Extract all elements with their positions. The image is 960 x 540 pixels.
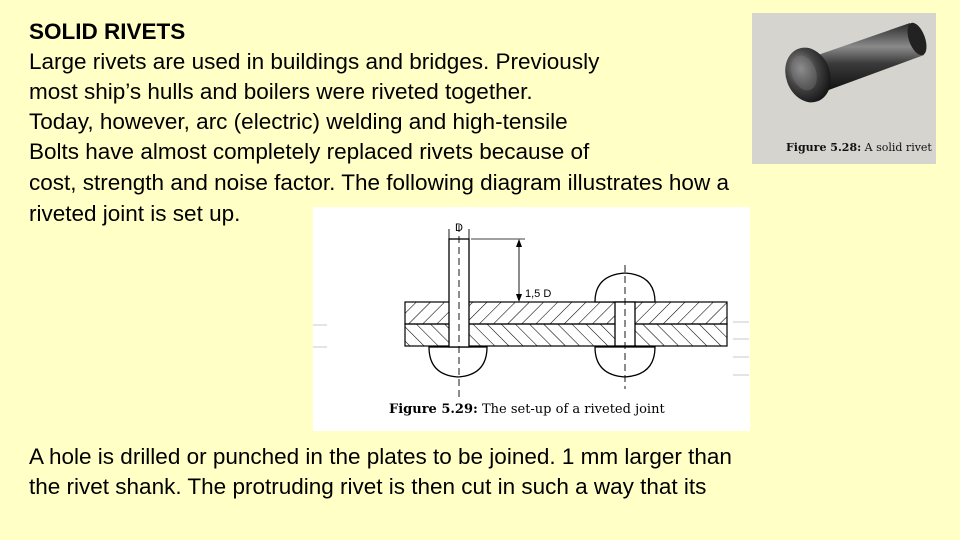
body-line-2: most ship’s hulls and boilers were riveted together. [29,79,533,104]
body-line-4: Bolts have almost completely replaced rivets because of [29,139,590,164]
body2-line-1: A hole is drilled or punched in the plates to be joined. 1 mm larger than [29,444,732,469]
body-line-5: cost, strength and noise factor. The following diagram illustrates how a [29,170,729,195]
photo-caption [786,141,932,154]
diameter-label: D [455,222,463,234]
photo-caption-label: Figure 5.28: [786,141,862,154]
riveted-joint-figure [313,207,750,431]
body2-line-2: the rivet shank. The protruding rivet is then cut in such a way that its [29,474,707,499]
figure-caption [389,402,665,417]
body-line-1: Large rivets are used in buildings and bridges. Previously [29,49,600,74]
rivet-photo [752,13,936,164]
photo-caption-text: A solid rivet [861,141,932,154]
body-line-3: Today, however, arc (electric) welding and high-tensile [29,109,568,134]
length-label: 1,5 D [525,288,552,300]
figure-caption-label: Figure 5.29: [389,402,478,417]
slide-title: SOLID RIVETS [29,19,186,44]
riveted-joint-diagram [313,207,750,431]
figure-caption-text: The set-up of a riveted joint [477,402,665,417]
body-line-6: riveted joint is set up. [29,201,241,226]
